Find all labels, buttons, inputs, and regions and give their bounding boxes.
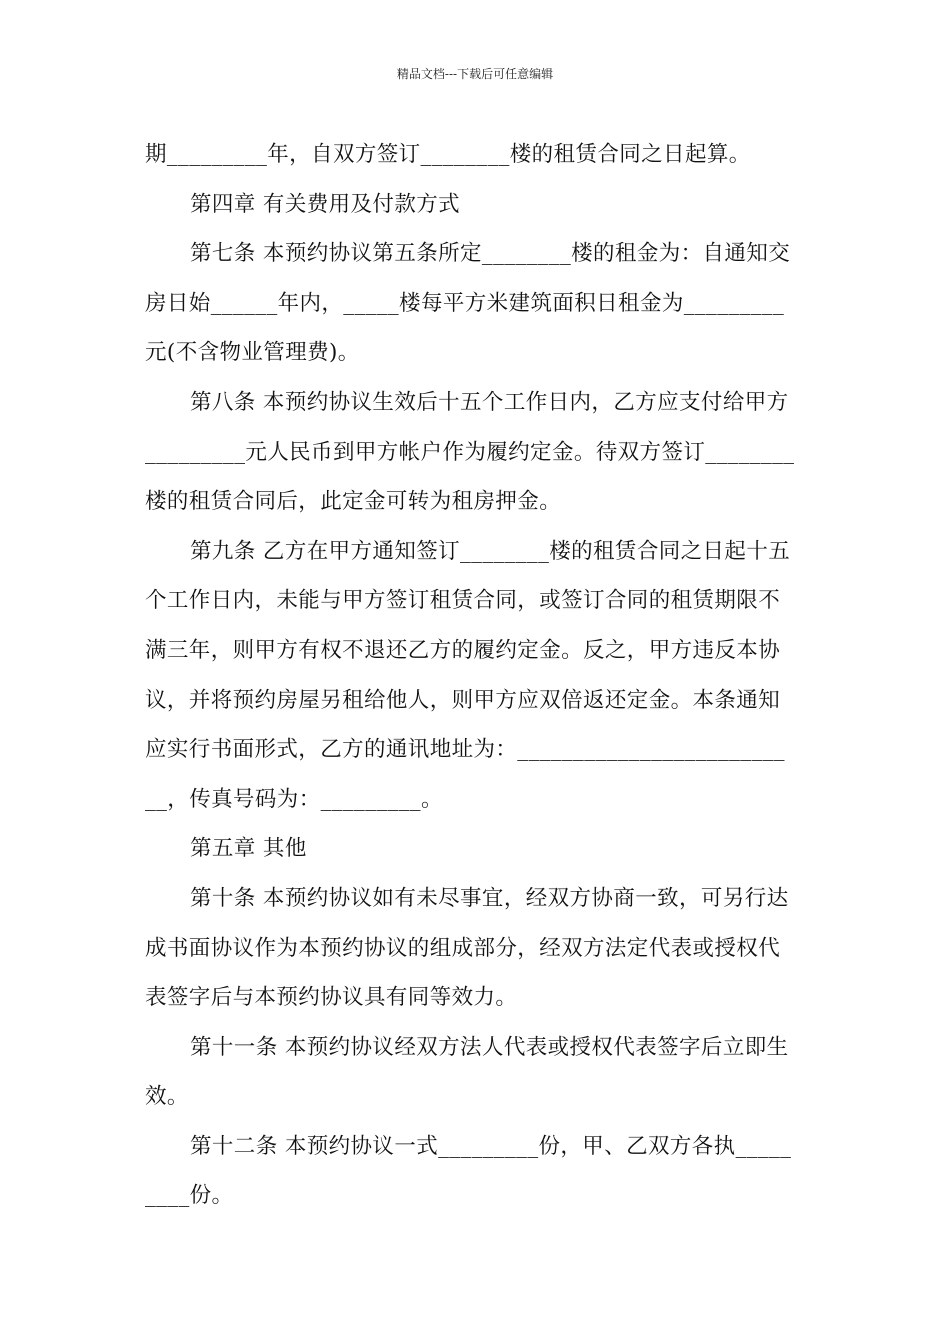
text-line: 第十一条 本预约协议经双方法人代表或授权代表签字后立即生 (190, 1034, 789, 1060)
text-line: 成书面协议作为本预约协议的组成部分，经双方法定代表或授权代 (145, 935, 781, 961)
text-line: 效。 (145, 1084, 189, 1110)
text-line: 元(不含物业管理费)。 (145, 340, 360, 366)
text-line: ____份。 (145, 1183, 234, 1209)
text-line: 第七条 本预约协议第五条所定________楼的租金为：自通知交 (190, 241, 791, 267)
text-line: _________元人民币到甲方帐户作为履约定金。待双方签订________ (145, 439, 795, 465)
text-line: 应实行书面形式，乙方的通讯地址为：________________________ (145, 737, 785, 763)
document-body (145, 130, 807, 1221)
text-line: 表签字后与本预约协议具有同等效力。 (145, 985, 518, 1011)
text-line: 个工作日内，未能与甲方签订租赁合同，或签订合同的租赁期限不 (145, 588, 781, 614)
text-line: 第九条 乙方在甲方通知签订________楼的租赁合同之日起十五 (190, 538, 791, 564)
text-line: 房日始______年内，_____楼每平方米建筑面积日租金为_________ (145, 290, 785, 316)
text-line: 满三年，则甲方有权不退还乙方的履约定金。反之，甲方违反本协 (145, 637, 781, 663)
text-line: 楼的租赁合同后，此定金可转为租房押金。 (145, 489, 562, 515)
text-line: 第十条 本预约协议如有未尽事宜，经双方协商一致，可另行达 (190, 885, 789, 911)
text-line: 第十二条 本预约协议一式_________份，甲、乙双方各执_____ (190, 1133, 792, 1159)
text-line: 第四章 有关费用及付款方式 (190, 191, 461, 217)
text-line: 议，并将预约房屋另租给他人，则甲方应双倍返还定金。本条通知 (145, 687, 781, 713)
page-header: 精品文档---下载后可任意编辑 (396, 67, 554, 81)
text-line: 第五章 其他 (190, 836, 307, 862)
text-line: __，传真号码为：_________。 (145, 786, 443, 812)
text-line: 第八条 本预约协议生效后十五个工作日内，乙方应支付给甲方 (190, 389, 789, 415)
text-line: 期_________年，自双方签订________楼的租赁合同之日起算。 (145, 142, 751, 167)
